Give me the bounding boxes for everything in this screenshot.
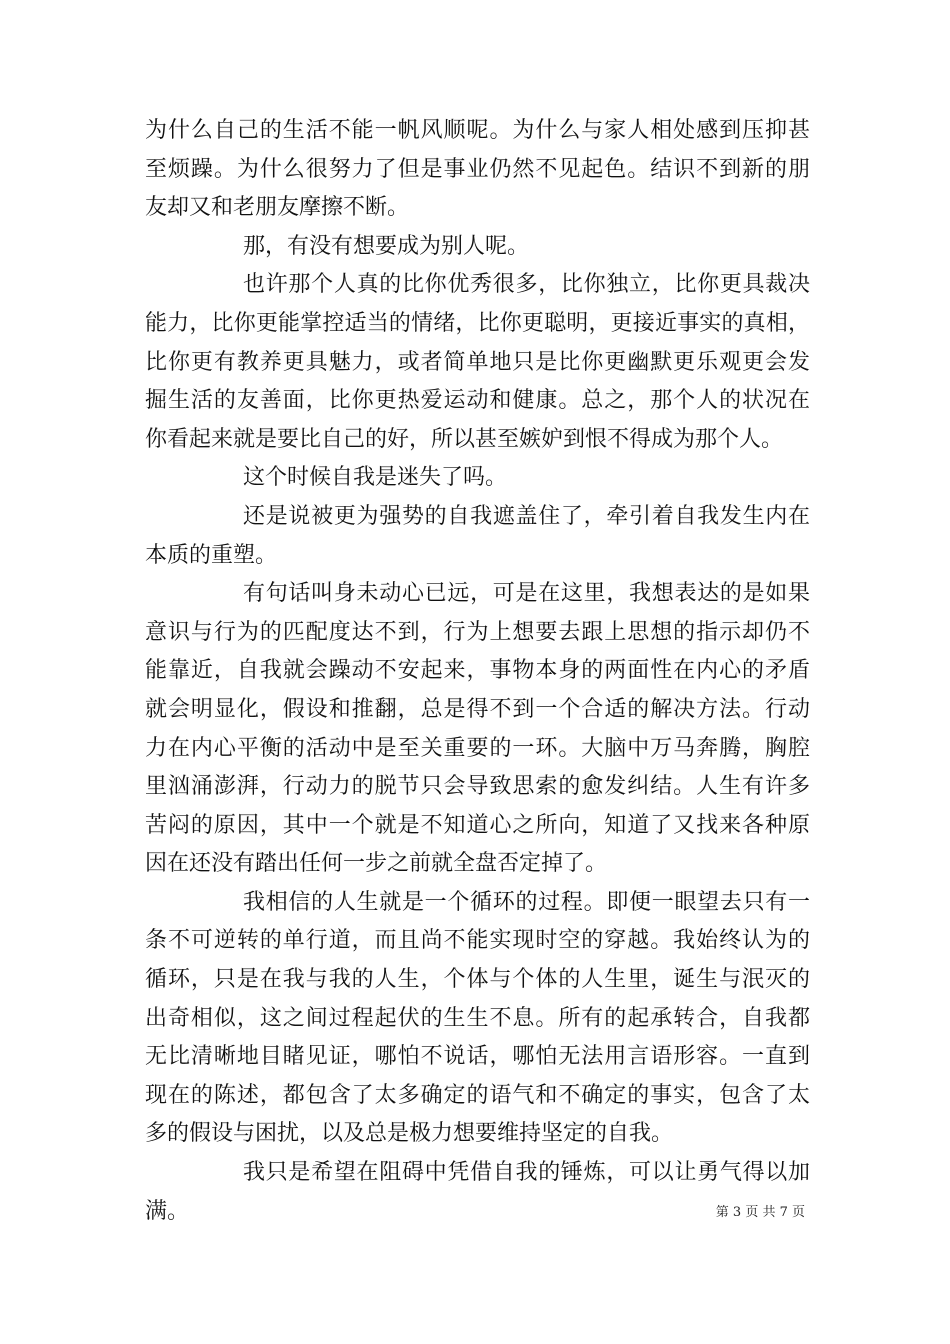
text-line: 里汹涌澎湃，行动力的脱节只会导致思索的愈发纠结。人生有许多 <box>145 774 810 800</box>
text-line: 满。 <box>145 1198 190 1224</box>
text-line: 我相信的人生就是一个循环的过程。即便一眼望去只有一 <box>243 889 810 915</box>
text-line: 苦闷的原因，其中一个就是不知道心之所向，知道了又找来各种原 <box>145 812 810 838</box>
text-line: 本质的重塑。 <box>145 542 278 568</box>
text-line: 因在还没有踏出任何一步之前就全盘否定掉了。 <box>145 851 608 877</box>
text-line: 掘生活的友善面，比你更热爱运动和健康。总之，那个人的状况在 <box>145 388 810 414</box>
text-line: 就会明显化，假设和推翻，总是得不到一个合适的解决方法。行动 <box>145 696 810 722</box>
text-line: 能靠近，自我就会躁动不安起来，事物本身的两面性在内心的矛盾 <box>145 658 810 684</box>
text-line: 出奇相似，这之间过程起伏的生生不息。所有的起承转合，自我都 <box>145 1005 810 1031</box>
text-line: 比你更有教养更具魅力，或者简单地只是比你更幽默更乐观更会发 <box>145 349 810 375</box>
text-line: 也许那个人真的比你优秀很多，比你独立，比你更具裁决 <box>243 272 810 298</box>
text-line: 我只是希望在阻碍中凭借自我的锤炼，可以让勇气得以加 <box>243 1160 810 1186</box>
text-line: 那，有没有想要成为别人呢。 <box>243 233 530 259</box>
text-line: 多的假设与困扰，以及总是极力想要维持坚定的自我。 <box>145 1121 674 1147</box>
text-line: 至烦躁。为什么很努力了但是事业仍然不见起色。结识不到新的朋 <box>145 156 810 182</box>
text-line: 条不可逆转的单行道，而且尚不能实现时空的穿越。我始终认为的 <box>145 928 810 954</box>
text-line: 意识与行为的匹配度达不到，行为上想要去跟上思想的指示却仍不 <box>145 619 810 645</box>
document-body <box>145 112 810 1231</box>
text-line: 友却又和老朋友摩擦不断。 <box>145 195 410 221</box>
text-line: 力在内心平衡的活动中是至关重要的一环。大脑中万马奔腾，胸腔 <box>145 735 810 761</box>
text-line: 还是说被更为强势的自我遮盖住了，牵引着自我发生内在 <box>243 503 810 529</box>
text-line: 无比清晰地目睹见证，哪怕不说话，哪怕无法用言语形容。一直到 <box>145 1044 810 1070</box>
text-line: 循环，只是在我与我的人生，个体与个体的人生里，诞生与泯灭的 <box>145 967 810 993</box>
text-line: 现在的陈述，都包含了太多确定的语气和不确定的事实，包含了太 <box>145 1082 810 1108</box>
text-line: 你看起来就是要比自己的好，所以甚至嫉妒到恨不得成为那个人。 <box>145 426 784 452</box>
page-number-footer: 第 3 页 共 7 页 <box>715 1205 805 1220</box>
text-line: 为什么自己的生活不能一帆风顺呢。为什么与家人相处感到压抑甚 <box>145 118 810 143</box>
text-line: 有句话叫身未动心已远，可是在这里，我想表达的是如果 <box>243 581 810 607</box>
text-line: 能力，比你更能掌控适当的情绪，比你更聪明，更接近事实的真相， <box>145 310 810 336</box>
text-line: 这个时候自我是迷失了吗。 <box>243 465 508 491</box>
